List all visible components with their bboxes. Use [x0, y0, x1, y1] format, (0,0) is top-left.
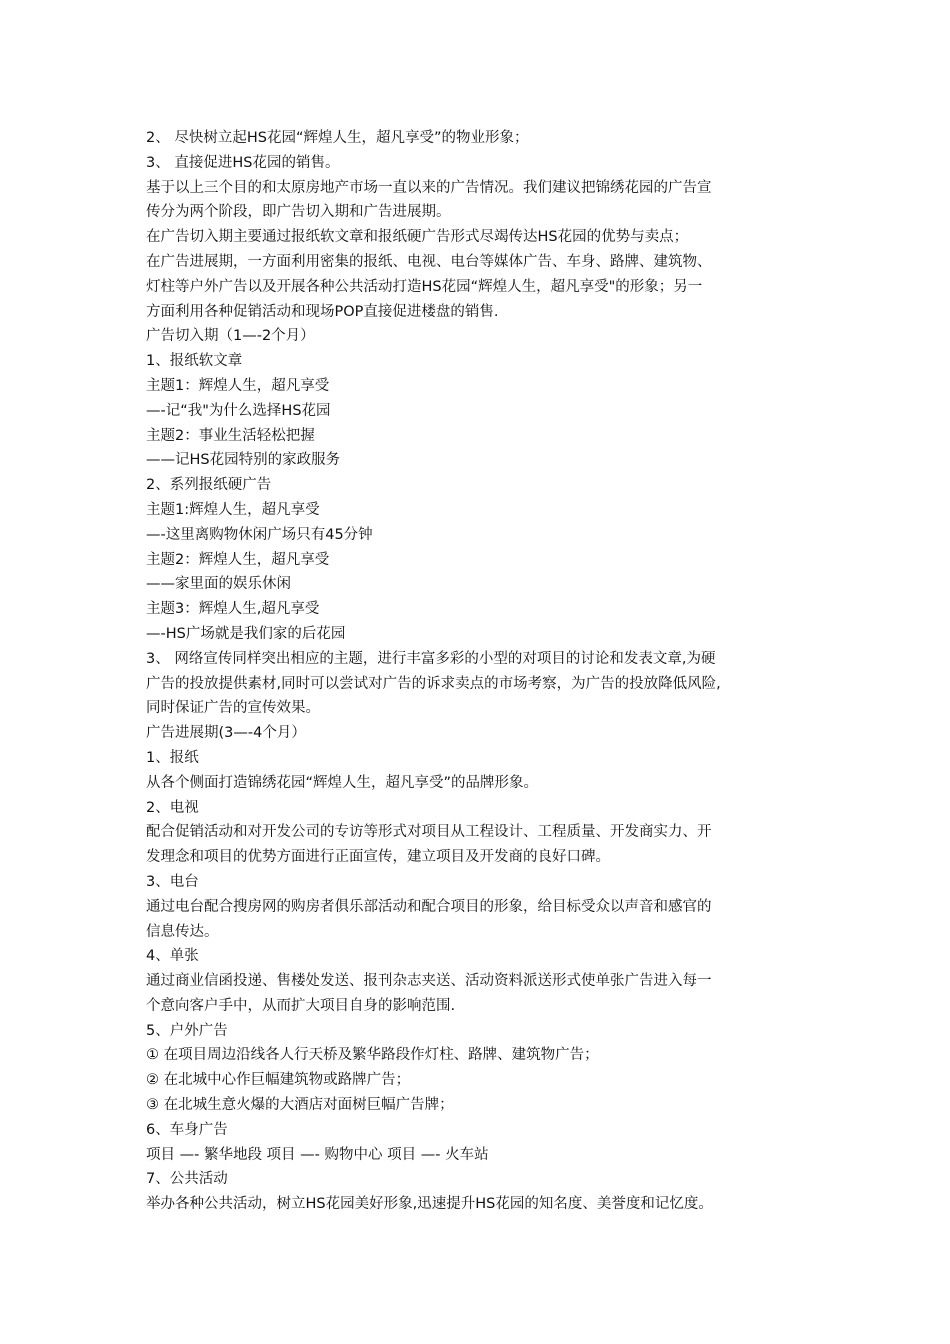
subsection-heading: 6、车身广告 — [146, 1121, 228, 1138]
text-line: —-HS广场就是我们家的后花园 — [146, 625, 346, 642]
subsection-heading: 7、公共活动 — [146, 1171, 228, 1188]
subsection-heading: 2、电视 — [146, 799, 199, 816]
text-line: 通过商业信函投递、售楼处发送、报刊杂志夹送、活动资料派送形式使单张广告进入每一 — [146, 973, 712, 990]
text-line: 传分为两个阶段，即广告切入期和广告进展期。 — [146, 204, 451, 221]
text-line: 主题3：辉煌人生,超凡享受 — [146, 601, 320, 618]
text-line: —-这里离购物休闲广场只有45分钟 — [146, 526, 373, 543]
text-line: 通过电台配合搜房网的购房者俱乐部活动和配合项目的形象，给目标受众以声音和感官的 — [146, 898, 712, 915]
text-line: 从各个侧面打造锦绣花园“辉煌人生，超凡享受”的品牌形象。 — [146, 774, 539, 791]
subsection-heading: 1、报纸软文章 — [146, 353, 243, 370]
text-line: 主题2：事业生活轻松把握 — [146, 427, 315, 444]
text-line: 广告的投放提供素材,同时可以尝试对广告的诉求卖点的市场考察，为广告的投放降低风险, — [146, 675, 721, 692]
text-line: 灯柱等户外广告以及开展各种公共活动打造HS花园“辉煌人生，超凡享受"的形象；另一 — [146, 278, 703, 295]
text-line: 信息传达。 — [146, 923, 219, 940]
text-line: —-记“我"为什么选择HS花园 — [146, 402, 331, 419]
text-line: 同时保证广告的宣传效果。 — [146, 700, 320, 717]
text-line: 个意向客户手中，从而扩大项目自身的影响范围. — [146, 997, 456, 1014]
subsection-heading: 3、电台 — [146, 873, 199, 890]
document-body — [146, 126, 810, 1217]
subsection-heading: 2、系列报纸硬广告 — [146, 477, 272, 494]
text-line: 发理念和项目的优势方面进行正面宣传，建立项目及开发商的良好口碑。 — [146, 849, 610, 866]
text-line: ——家里面的娱乐休闲 — [146, 576, 291, 593]
section-heading: 广告切入期（1—-2个月） — [146, 328, 315, 345]
text-line: 方面利用各种促销活动和现场POP直接促进楼盘的销售. — [146, 303, 499, 320]
section-heading: 广告进展期(3—-4个月） — [146, 725, 306, 742]
subsection-heading: 1、报纸 — [146, 749, 199, 766]
text-line: 主题1：辉煌人生，超凡享受 — [146, 377, 330, 394]
text-line: 2、 尽快树立起HS花园“辉煌人生，超凡享受”的物业形象； — [146, 130, 529, 146]
text-line: 3、 直接促进HS花园的销售。 — [146, 154, 340, 171]
text-line: 配合促销活动和对开发公司的专访等形式对项目从工程设计、工程质量、开发商实力、开 — [146, 824, 712, 841]
list-item: ① 在项目周边沿线各人行天桥及繁华路段作灯柱、路牌、建筑物广告； — [146, 1047, 599, 1064]
text-line: 在广告进展期，一方面利用密集的报纸、电视、电台等媒体广告、车身、路牌、建筑物、 — [146, 253, 712, 270]
list-item: ③ 在北城生意火爆的大酒店对面树巨幅广告牌； — [146, 1097, 454, 1114]
text-line: 3、 网络宣传同样突出相应的主题，进行丰富多彩的小型的对项目的讨论和发表文章,为硬 — [146, 650, 716, 667]
subsection-heading: 4、单张 — [146, 948, 199, 965]
text-line: 主题2：辉煌人生，超凡享受 — [146, 551, 330, 568]
text-line: ——记HS花园特别的家政服务 — [146, 452, 341, 469]
text-line: 主题1:辉煌人生，超凡享受 — [146, 501, 320, 518]
subsection-heading: 5、户外广告 — [146, 1022, 228, 1039]
text-line: 项目 —- 繁华地段 项目 —- 购物中心 项目 —- 火车站 — [146, 1146, 489, 1163]
text-line: 在广告切入期主要通过报纸软文章和报纸硬广告形式尽竭传达HS花园的优势与卖点； — [146, 229, 689, 246]
text-line: 基于以上三个目的和太原房地产市场一直以来的广告情况。我们建议把锦绣花园的广告宣 — [146, 179, 712, 196]
text-line: 举办各种公共活动，树立HS花园美好形象,迅速提升HS花园的知名度、美誉度和记忆度。 — [146, 1196, 713, 1213]
list-item: ② 在北城中心作巨幅建筑物或路牌广告； — [146, 1072, 411, 1089]
